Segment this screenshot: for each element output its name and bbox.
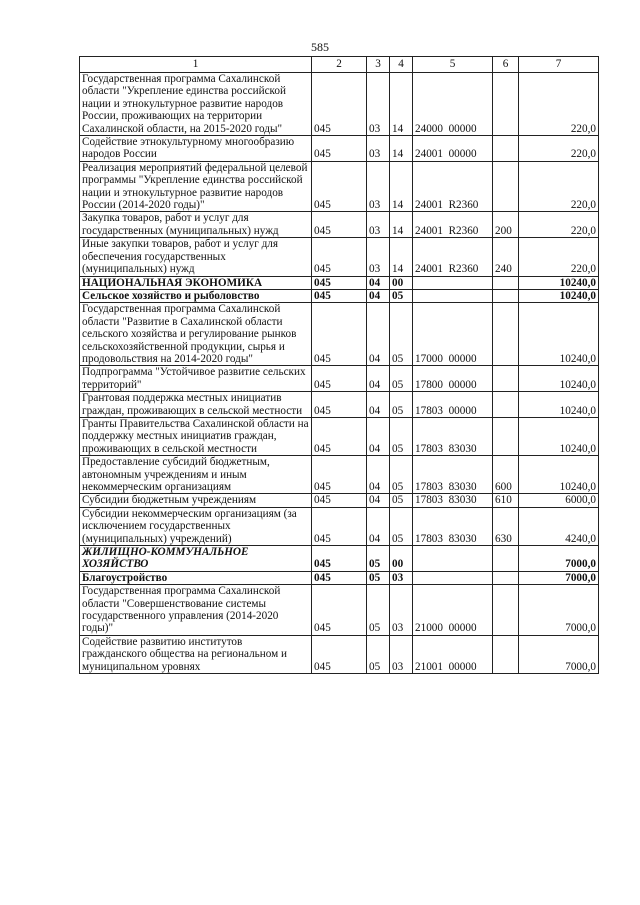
row-section: 04	[367, 507, 390, 545]
row-amount: 10240,0	[519, 303, 599, 366]
header-col-6: 6	[493, 57, 519, 73]
row-target-code: 17803 83030	[413, 417, 493, 455]
row-name: Государственная программа Сахалинской области "Развитие в Сахалинской области сельского хозяйства и регулирование рынков сельскохозяйственной продукции, сырья и продовольствия на 2014-2020 годы"	[80, 303, 312, 366]
table-row	[80, 571, 599, 584]
row-name: Подпрограмма "Устойчивое развитие сельских территорий"	[80, 366, 312, 392]
row-name: Государственная программа Сахалинской области "Укрепление единства российской нации и этнокультурное развитие народов России, проживающих на территории Сахалинской области, на 2015-2020 годы"	[80, 73, 312, 136]
row-target-code: 24001 R2360	[413, 238, 493, 276]
row-amount: 10240,0	[519, 456, 599, 494]
header-col-1: 1	[80, 57, 312, 73]
row-expense-type: 630	[493, 507, 519, 545]
table-row	[80, 73, 599, 136]
row-amount: 10240,0	[519, 417, 599, 455]
row-section: 04	[367, 456, 390, 494]
row-target-code	[413, 546, 493, 572]
row-ved: 045	[312, 635, 367, 673]
row-section: 04	[367, 276, 390, 289]
row-amount: 7000,0	[519, 546, 599, 572]
row-amount: 220,0	[519, 161, 599, 212]
row-expense-type	[493, 289, 519, 302]
header-col-5: 5	[413, 57, 493, 73]
row-target-code: 17803 83030	[413, 456, 493, 494]
row-ved: 045	[312, 161, 367, 212]
table-row	[80, 276, 599, 289]
header-col-2: 2	[312, 57, 367, 73]
row-amount: 7000,0	[519, 635, 599, 673]
row-target-code: 24001 R2360	[413, 212, 493, 238]
row-subsection: 14	[390, 73, 413, 136]
row-amount: 7000,0	[519, 585, 599, 636]
row-name: Благоустройство	[80, 571, 312, 584]
row-section: 05	[367, 571, 390, 584]
row-target-code	[413, 276, 493, 289]
row-target-code	[413, 289, 493, 302]
row-ved: 045	[312, 212, 367, 238]
row-ved: 045	[312, 585, 367, 636]
row-name: Реализация мероприятий федеральной целевой программы "Укрепление единства российской нации и этнокультурное развитие народов России (2014-2020 годы)"	[80, 161, 312, 212]
row-name: Гранты Правительства Сахалинской области на поддержку местных инициатив граждан, проживающих в сельской местности	[80, 417, 312, 455]
row-name: ЖИЛИЩНО-КОММУНАЛЬНОЕ ХОЗЯЙСТВО	[80, 546, 312, 572]
row-expense-type	[493, 546, 519, 572]
row-target-code: 17803 83030	[413, 507, 493, 545]
row-name: Субсидии некоммерческим организациям (за исключением государственных (муниципальных) учреждений)	[80, 507, 312, 545]
row-subsection: 05	[390, 366, 413, 392]
row-ved: 045	[312, 494, 367, 507]
row-amount: 10240,0	[519, 366, 599, 392]
table-row	[80, 212, 599, 238]
row-target-code: 24001 R2360	[413, 161, 493, 212]
row-expense-type: 200	[493, 212, 519, 238]
row-subsection: 05	[390, 456, 413, 494]
row-amount: 220,0	[519, 136, 599, 162]
row-subsection: 00	[390, 546, 413, 572]
table-row	[80, 303, 599, 366]
row-amount: 6000,0	[519, 494, 599, 507]
row-expense-type	[493, 392, 519, 418]
row-ved: 045	[312, 73, 367, 136]
row-name: Закупка товаров, работ и услуг для государственных (муниципальных) нужд	[80, 212, 312, 238]
row-amount: 4240,0	[519, 507, 599, 545]
row-ved: 045	[312, 303, 367, 366]
row-subsection: 14	[390, 238, 413, 276]
row-subsection: 05	[390, 417, 413, 455]
table-row	[80, 635, 599, 673]
row-ved: 045	[312, 366, 367, 392]
row-subsection: 05	[390, 494, 413, 507]
table-row	[80, 366, 599, 392]
row-target-code: 24000 00000	[413, 73, 493, 136]
row-section: 05	[367, 635, 390, 673]
row-expense-type	[493, 161, 519, 212]
row-subsection: 14	[390, 212, 413, 238]
row-subsection: 05	[390, 289, 413, 302]
row-ved: 045	[312, 289, 367, 302]
row-expense-type	[493, 303, 519, 366]
row-ved: 045	[312, 507, 367, 545]
row-ved: 045	[312, 417, 367, 455]
header-col-3: 3	[367, 57, 390, 73]
header-row	[80, 57, 599, 73]
row-amount: 220,0	[519, 238, 599, 276]
row-section: 04	[367, 366, 390, 392]
table-row	[80, 289, 599, 302]
row-expense-type	[493, 366, 519, 392]
row-target-code: 17803 00000	[413, 392, 493, 418]
row-ved: 045	[312, 136, 367, 162]
row-section: 03	[367, 212, 390, 238]
row-target-code	[413, 571, 493, 584]
row-name: Содействие развитию институтов гражданского общества на региональном и муниципальном уровнях	[80, 635, 312, 673]
row-expense-type	[493, 635, 519, 673]
page-number: 585	[311, 40, 329, 54]
row-amount: 10240,0	[519, 276, 599, 289]
row-section: 03	[367, 161, 390, 212]
row-ved: 045	[312, 571, 367, 584]
row-subsection: 14	[390, 161, 413, 212]
row-ved: 045	[312, 276, 367, 289]
row-name: Предоставление субсидий бюджетным, автономным учреждениям и иным некоммерческим организациям	[80, 456, 312, 494]
table-row	[80, 417, 599, 455]
table-row	[80, 494, 599, 507]
row-target-code: 21000 00000	[413, 585, 493, 636]
header-col-4: 4	[390, 57, 413, 73]
row-section: 04	[367, 417, 390, 455]
row-amount: 7000,0	[519, 571, 599, 584]
row-target-code: 24001 00000	[413, 136, 493, 162]
table-row	[80, 238, 599, 276]
row-amount: 10240,0	[519, 289, 599, 302]
row-expense-type: 600	[493, 456, 519, 494]
row-name: Субсидии бюджетным учреждениям	[80, 494, 312, 507]
table-row	[80, 161, 599, 212]
row-section: 04	[367, 303, 390, 366]
row-subsection: 03	[390, 571, 413, 584]
row-section: 05	[367, 546, 390, 572]
table-row	[80, 546, 599, 572]
row-expense-type	[493, 417, 519, 455]
row-expense-type: 610	[493, 494, 519, 507]
row-amount: 220,0	[519, 212, 599, 238]
row-expense-type	[493, 571, 519, 584]
row-amount: 10240,0	[519, 392, 599, 418]
row-expense-type	[493, 136, 519, 162]
row-expense-type	[493, 73, 519, 136]
table-row	[80, 507, 599, 545]
row-section: 04	[367, 494, 390, 507]
row-ved: 045	[312, 546, 367, 572]
row-target-code: 17800 00000	[413, 366, 493, 392]
row-expense-type	[493, 585, 519, 636]
row-name: НАЦИОНАЛЬНАЯ ЭКОНОМИКА	[80, 276, 312, 289]
row-name: Государственная программа Сахалинской области "Совершенствование системы государственного управления (2014-2020 годы)"	[80, 585, 312, 636]
row-target-code: 17000 00000	[413, 303, 493, 366]
row-ved: 045	[312, 392, 367, 418]
row-section: 05	[367, 585, 390, 636]
row-subsection: 05	[390, 303, 413, 366]
row-target-code: 21001 00000	[413, 635, 493, 673]
table-row	[80, 136, 599, 162]
row-subsection: 03	[390, 635, 413, 673]
row-name: Грантовая поддержка местных инициатив граждан, проживающих в сельской местности	[80, 392, 312, 418]
row-subsection: 03	[390, 585, 413, 636]
row-ved: 045	[312, 238, 367, 276]
row-subsection: 00	[390, 276, 413, 289]
row-section: 03	[367, 73, 390, 136]
table-row	[80, 456, 599, 494]
row-expense-type: 240	[493, 238, 519, 276]
header-col-7: 7	[519, 57, 599, 73]
row-section: 03	[367, 238, 390, 276]
row-section: 04	[367, 392, 390, 418]
row-subsection: 14	[390, 136, 413, 162]
budget-table	[79, 56, 599, 674]
row-expense-type	[493, 276, 519, 289]
row-target-code: 17803 83030	[413, 494, 493, 507]
row-name: Содействие этнокультурному многообразию народов России	[80, 136, 312, 162]
row-section: 03	[367, 136, 390, 162]
row-ved: 045	[312, 456, 367, 494]
row-amount: 220,0	[519, 73, 599, 136]
table-row	[80, 392, 599, 418]
row-name: Иные закупки товаров, работ и услуг для обеспечения государственных (муниципальных) нужд	[80, 238, 312, 276]
row-subsection: 05	[390, 507, 413, 545]
row-name: Сельское хозяйство и рыболовство	[80, 289, 312, 302]
row-section: 04	[367, 289, 390, 302]
row-subsection: 05	[390, 392, 413, 418]
table-row	[80, 585, 599, 636]
